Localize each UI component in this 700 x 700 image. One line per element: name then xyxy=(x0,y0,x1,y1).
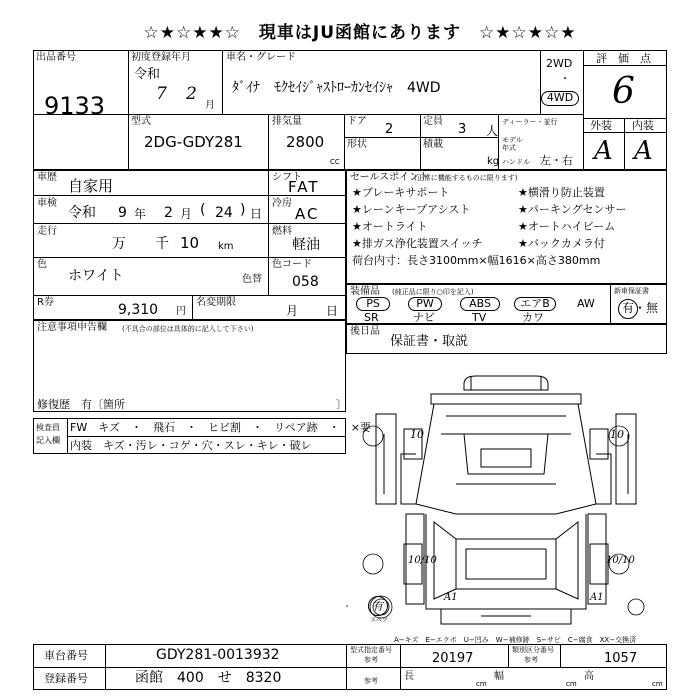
color-label: 色 xyxy=(37,259,47,270)
ac-label: 冷房 xyxy=(272,198,292,209)
type-spec-value: 20197 xyxy=(432,651,474,666)
doors-label: ドア xyxy=(347,116,367,127)
drive-dot: ・ xyxy=(560,74,570,85)
color-value: ホワイト xyxy=(68,268,124,284)
inspector-row-1: FW キズ ・ 飛石 ・ ヒビ割 ・ リペア跡 ・ ×要 xyxy=(70,421,371,434)
model-year-label2: 年式 xyxy=(502,144,516,152)
color-code: 058 xyxy=(292,274,319,290)
inspector-label-2: 記入欄 xyxy=(36,436,60,445)
registration-label: 初度登録年月 xyxy=(131,52,191,63)
spare-label: スペア xyxy=(370,617,389,624)
deadline-day: 日 xyxy=(326,304,339,318)
drive-4wd: 4WD xyxy=(541,91,579,106)
fuel-value: 軽油 xyxy=(292,237,320,253)
mileage-label: 走行 xyxy=(37,226,57,237)
car-history-label: 車歴 xyxy=(37,172,57,183)
equipment-sub: (純正品に限り○印を記入) xyxy=(392,288,474,296)
ac-value: AC xyxy=(295,205,320,223)
capacity-unit: 人 xyxy=(486,124,499,138)
dims-width-unit: cm xyxy=(566,680,577,688)
equipment-airbag: エアB xyxy=(514,297,556,311)
dealer-label: ディーラー・並行 xyxy=(502,118,558,126)
lot-label: 出品番号 xyxy=(36,52,76,63)
selling-point-right-2: ★パーキングセンサー xyxy=(518,203,627,216)
load-label: 積載 xyxy=(423,139,443,150)
selling-points-label: セールスポイント xyxy=(350,172,430,183)
recycle-label: R券 xyxy=(37,297,54,308)
registration-era: 令和 xyxy=(134,67,161,82)
class-spec-ref: 参考 xyxy=(524,656,538,664)
page-title: ☆★☆★★☆ 現車はJU函館にあります ☆★☆★☆★ xyxy=(143,23,577,43)
equipment-abs: ABS xyxy=(460,297,500,311)
exterior-label: 外装 xyxy=(590,119,612,132)
equipment-pw: PW xyxy=(408,297,442,311)
selling-point-right-1: ★横滑り防止装置 xyxy=(518,186,605,199)
damage-legend: A−キズ E−エクボ U−凹み W−補修跡 S−サビ C−腐食 XX−交換済 xyxy=(394,636,637,644)
inspection-paren-close: ) xyxy=(240,202,246,218)
cargo-dimensions: 荷台内寸：長さ3100mm×幅1616×高さ380mm xyxy=(352,254,601,267)
car-diagram xyxy=(346,354,667,636)
inspection-day-unit: 日 xyxy=(250,207,263,221)
repair-history: 修復歴 有〔箇所 xyxy=(37,398,125,411)
equipment-ps: PS xyxy=(356,297,390,311)
drive-2wd: 2WD xyxy=(546,57,573,70)
inspection-year-unit: 年 xyxy=(134,207,147,221)
selling-point-left-1: ★ブレーキサポート xyxy=(352,186,450,199)
recycle-value: 9,310 xyxy=(118,302,159,318)
capacity-label: 定員 xyxy=(423,116,443,127)
load-unit: kg xyxy=(487,156,500,167)
equipment-navi: ナビ xyxy=(413,311,435,324)
mileage-unit: km xyxy=(218,241,234,252)
notes-label: 注意事項申告欄 xyxy=(37,322,107,333)
equipment-label: 装備品 xyxy=(350,286,380,297)
spare-mark: 有 xyxy=(372,600,383,613)
diagram-mark-bottom-right: A1 xyxy=(590,592,604,603)
model-label: 型式 xyxy=(131,116,151,127)
new-car-warranty-label: 新車保証書 xyxy=(614,287,649,295)
dims-ref: 参考 xyxy=(364,677,378,685)
diagram-mark-rear-right: 10/10 xyxy=(606,555,635,566)
selling-point-left-3: ★オートライト xyxy=(352,220,428,233)
registration-month: 2 xyxy=(186,84,197,104)
equipment-tv: TV xyxy=(472,311,487,324)
inspection-day: 24 xyxy=(215,205,233,221)
handle-label: ハンドル xyxy=(502,158,530,166)
shift-label: シフト xyxy=(272,172,302,183)
diagram-mark-rear-left: 10/10 xyxy=(408,555,437,566)
shape-label: 形状 xyxy=(347,139,367,150)
shift-value: FAT xyxy=(288,178,320,196)
displacement-unit: CC xyxy=(330,158,340,166)
dims-length-unit: cm xyxy=(476,680,487,688)
dims-length-label: 長 xyxy=(404,671,414,682)
diagram-mark-front-right: 10 xyxy=(610,428,624,441)
attachments-label: 後日品 xyxy=(350,326,380,337)
inspection-month: 2 xyxy=(164,205,173,221)
new-car-warranty-value: 有・無 xyxy=(622,301,659,315)
new-car-warranty-circle xyxy=(618,299,638,319)
inspection-label: 車検 xyxy=(37,198,57,209)
diagram-mark-front-left: 10 xyxy=(410,428,424,441)
repair-close: 〕 xyxy=(336,398,347,411)
score-label: 評 価 点 xyxy=(596,52,651,65)
notes-sub: (不具合の部位は具体的に記入して下さい) xyxy=(122,325,254,333)
displacement-value: 2800 xyxy=(286,133,325,151)
displacement-label: 排気量 xyxy=(272,116,302,127)
type-spec-label: 型式指定番号 xyxy=(350,646,392,654)
registration-year: 7 xyxy=(156,84,167,104)
exterior-score: A xyxy=(594,136,613,166)
selling-point-left-4: ★排ガス浄化装置スイッチ xyxy=(352,237,483,250)
plate-number: 函館 400 せ 8320 xyxy=(135,670,282,686)
deadline-label: 名変期限 xyxy=(196,297,236,308)
interior-score: A xyxy=(634,136,653,166)
chassis-number: GDY281-0013932 xyxy=(156,647,280,663)
inspector-label-1: 検査員 xyxy=(36,423,60,432)
dims-height-unit: cm xyxy=(652,680,663,688)
mileage-man: 万 xyxy=(112,236,126,252)
selling-points-sub: (正常に機能するものに限ります) xyxy=(414,174,518,182)
equipment-aw: AW xyxy=(577,297,595,310)
fuel-label: 燃料 xyxy=(272,226,292,237)
class-spec-label: 類別区分番号 xyxy=(512,646,554,654)
vehicle-name-label: 車名・グレード xyxy=(226,52,296,63)
selling-point-right-4: ★バックカメラ付 xyxy=(518,237,605,250)
color-code-label: 色コード xyxy=(272,259,312,270)
registration-month-unit: 月 xyxy=(205,100,215,111)
chassis-label: 車台番号 xyxy=(44,649,88,662)
dims-width-label: 幅 xyxy=(494,671,504,682)
plate-label: 登録番号 xyxy=(44,672,88,685)
selling-point-right-3: ★オートハイビーム xyxy=(518,220,616,233)
lot-number: 9133 xyxy=(44,92,106,120)
diagram-mark-bottom-left: A1 xyxy=(444,592,458,603)
recycle-unit: 円 xyxy=(176,306,186,317)
capacity-value: 3 xyxy=(458,122,467,137)
inspection-paren-open: ( xyxy=(200,202,206,218)
mileage-sen: 千 xyxy=(155,236,169,252)
inspection-month-unit: 月 xyxy=(180,207,193,221)
attachments-value: 保証書・取説 xyxy=(390,334,469,349)
vehicle-name: ﾀﾞｲﾅ ﾓｸｾｲｼﾞｬｽﾄﾛｰｶﾝｾｲｼｬ 4WD xyxy=(232,80,441,96)
equipment-sr: SR xyxy=(364,311,379,324)
doors-value: 2 xyxy=(385,122,394,137)
deadline-month: 月 xyxy=(286,304,299,318)
selling-point-left-2: ★レーンキープアシスト xyxy=(352,203,471,216)
equipment-leather: カワ xyxy=(522,311,544,324)
color-change-label: 色替 xyxy=(242,274,262,285)
model-year-label1: モデル xyxy=(502,136,523,144)
interior-label: 内装 xyxy=(632,119,654,132)
car-history-value: 自家用 xyxy=(68,177,114,195)
class-spec-value: 1057 xyxy=(604,651,638,666)
inspector-row-2: 内装 キズ・汚レ・コゲ・穴・スレ・キレ・破レ xyxy=(70,439,312,452)
model-value: 2DG-GDY281 xyxy=(144,133,243,151)
type-spec-ref: 参考 xyxy=(364,656,378,664)
inspection-era: 令和 xyxy=(68,205,96,221)
dims-height-label: 高 xyxy=(584,671,594,682)
inspection-year: 9 xyxy=(118,205,127,221)
score-value: 6 xyxy=(612,71,635,112)
handle-value: 左・右 xyxy=(540,154,573,167)
mileage-value: 10 xyxy=(180,234,200,252)
